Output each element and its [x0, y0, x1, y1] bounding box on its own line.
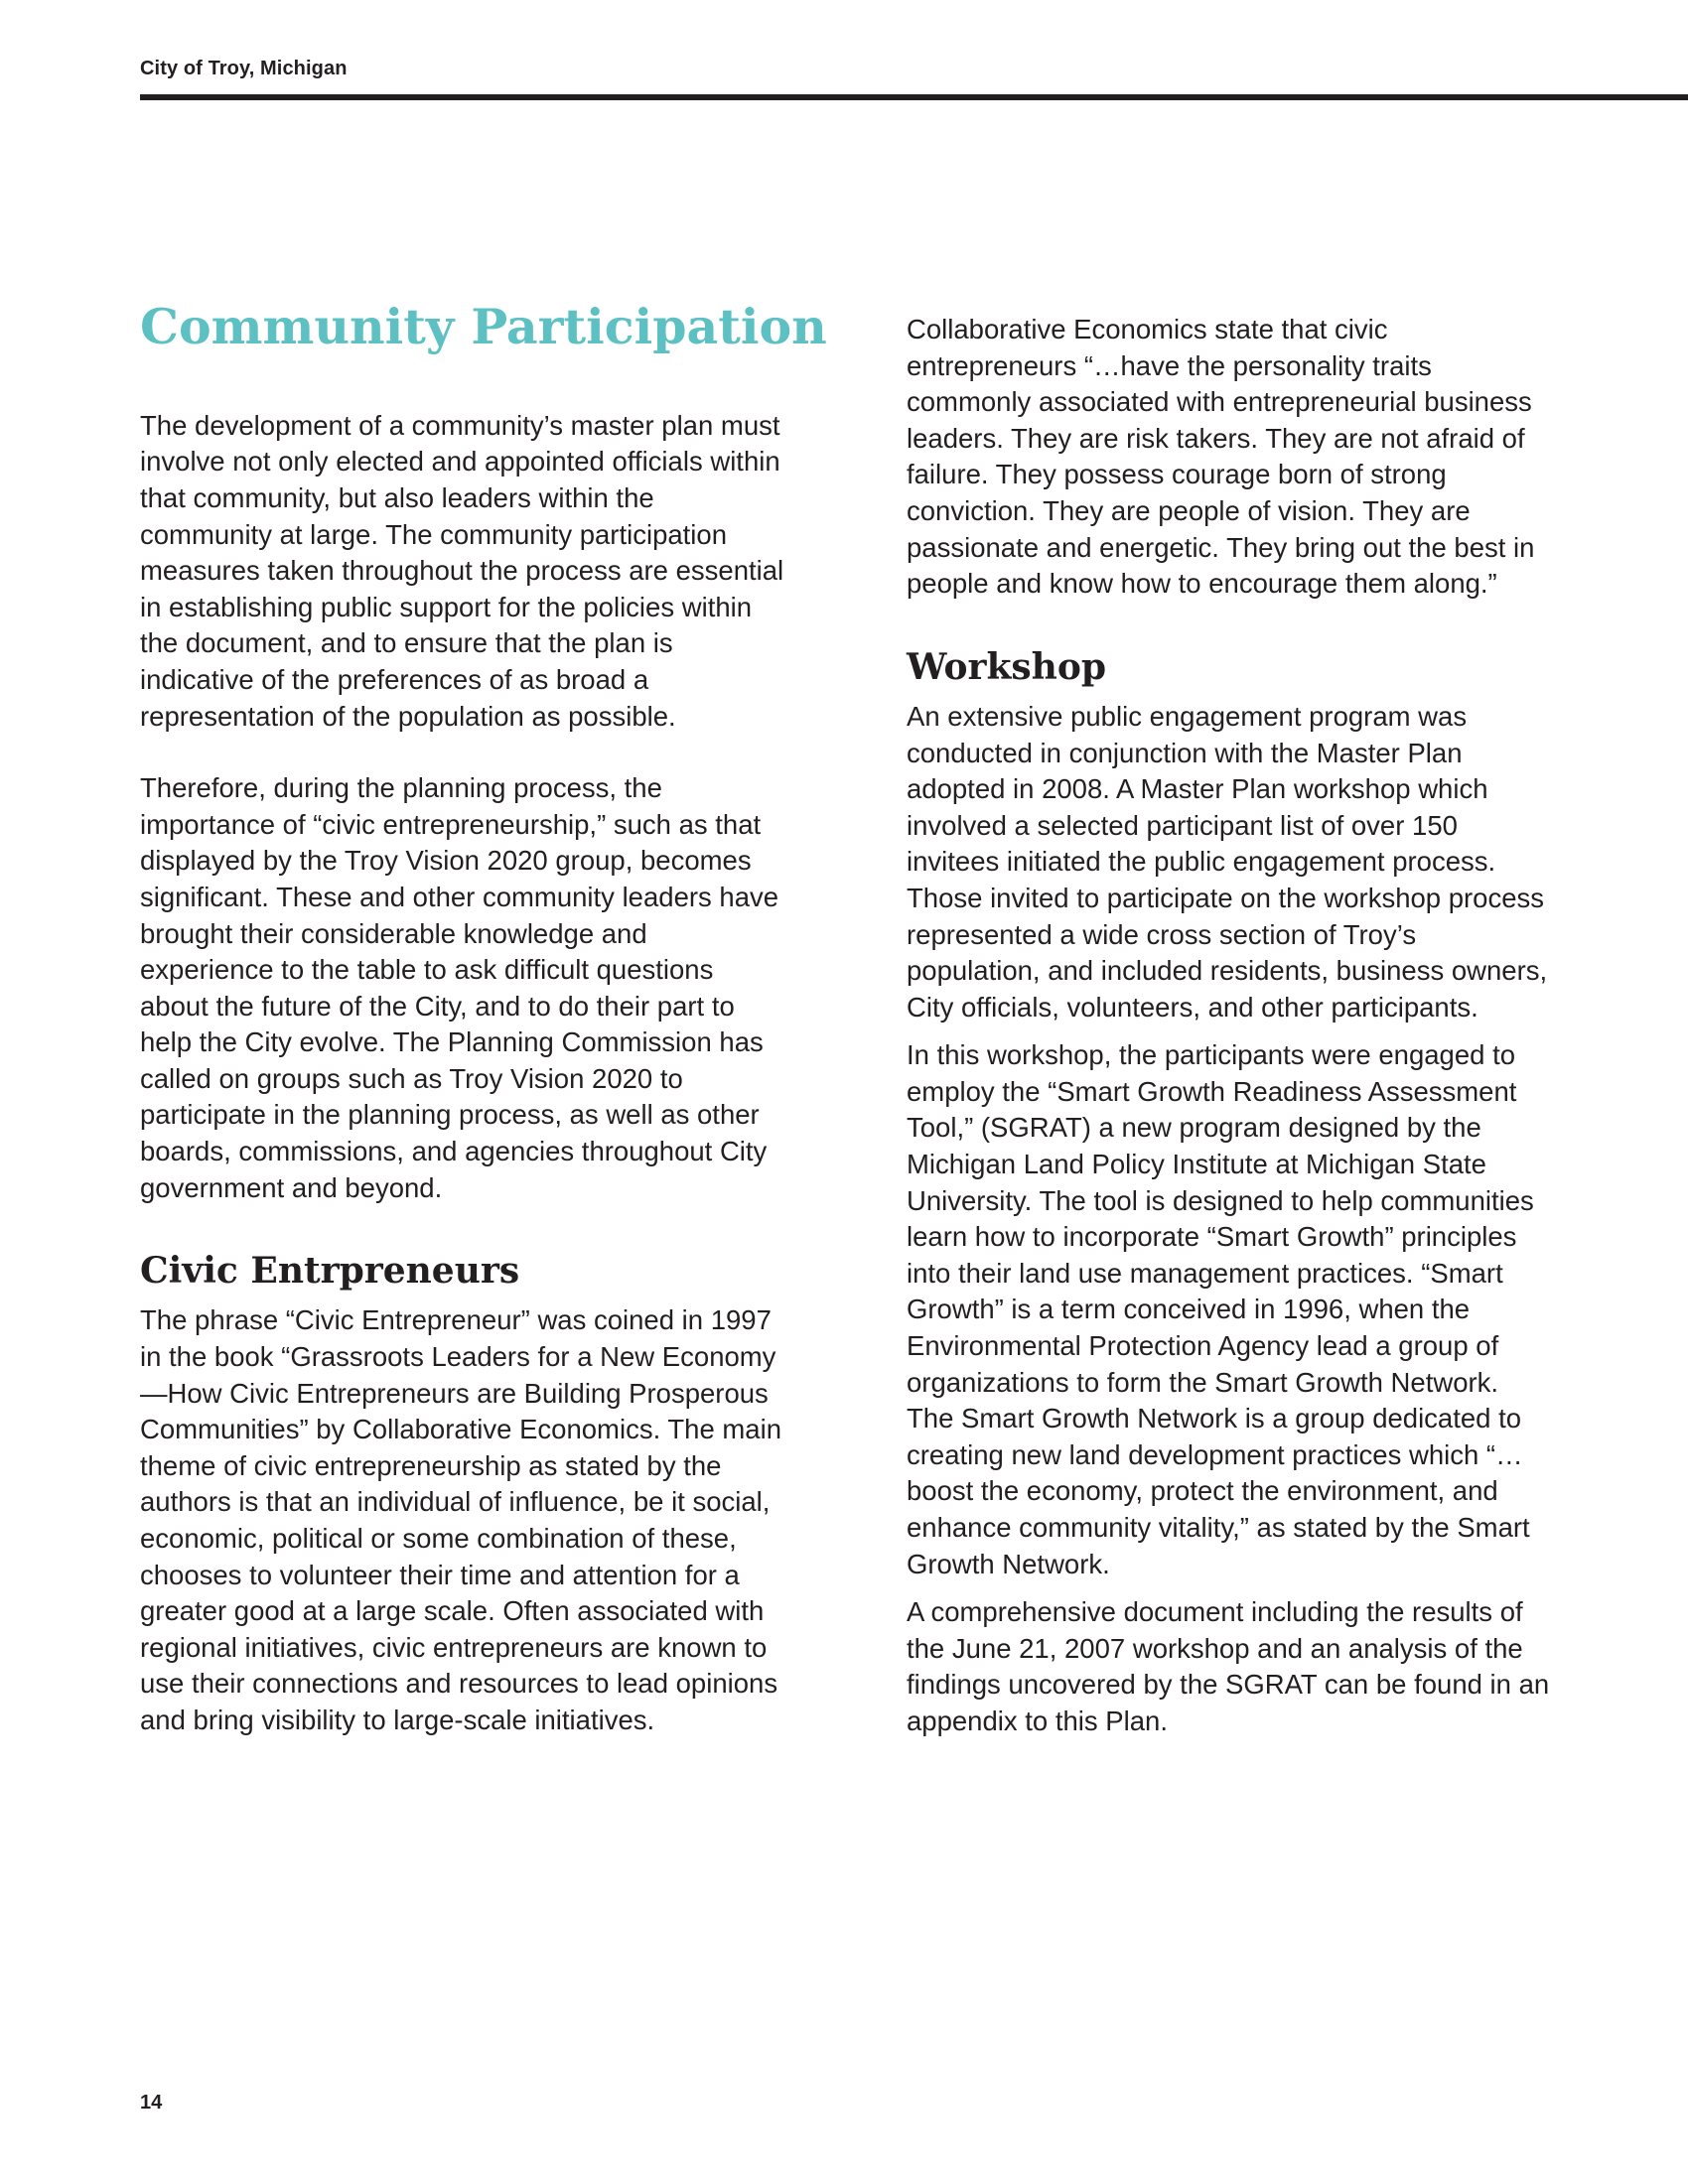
page-title: Community Participation: [140, 298, 827, 355]
running-header: City of Troy, Michigan: [140, 58, 348, 79]
intro-paragraph: The development of a community’s master plan must involve not only elected and appointed officials within that community, but also leaders within the community at large. The community participation measures taken throughout the process are essential in establishing public support for the policies within the document, and to ensure that the plan is indicative of the preferences of as broad a representation of the population as possible.: [140, 409, 784, 732]
civic-entrepreneurs-heading: Civic Entrpreneurs: [140, 1250, 520, 1293]
left-column: [140, 298, 827, 1739]
right-column: [907, 312, 1552, 1740]
civic-entrepreneurs-paragraph: The phrase “Civic Entrepreneur” was coined in 1997 in the book “Grassroots Leaders for a New Economy—How Civic Entrepreneurs are Building Prosperous Communities” by Collaborative Economics. The main theme of civic entrepreneurship as stated by the authors is that an individual of influence, be it social, economic, political or some combination of these, chooses to volunteer their time and attention for a greater good at a large scale. Often associated with regional initiatives, civic entrepreneurs are known to use their connections and resources to lead opinions and bring visibility to large-scale initiatives.: [140, 1304, 781, 1735]
workshop-paragraph-1: An extensive public engagement program was conducted in conjunction with the Master Plan adopted in 2008. A Master Plan workshop which involved a selected participant list of over 150 invitees initiated the public engagement process. Those invited to participate on the workshop process represented a wide cross section of Troy’s population, and included residents, business owners, City officials, volunteers, and other participants.: [907, 700, 1548, 1023]
header-divider: [140, 94, 1688, 100]
civic-entrepreneurship-paragraph: Therefore, during the planning process, the importance of “civic entrepreneurship,” such as that displayed by the Troy Vision 2020 group, becomes significant. These and other community leaders have brought their considerable knowledge and experience to the table to ask difficult questions about the future of the City, and to do their part to help the City evolve. The Planning Commission has called on groups such as Troy Vision 2020 to participate in the planning process, as well as other boards, commissions, and agencies throughout City government and beyond.: [140, 772, 779, 1203]
page-number: 14: [140, 2092, 163, 2114]
quote-paragraph: Collaborative Economics state that civic entrepreneurs “…have the personality traits commonly associated with entrepreneurial business leaders. They are risk takers. They are not afraid of failure. They possess courage born of strong conviction. They are people of vision. They are passionate and energetic. They bring out the best in people and know how to encourage them along.”: [907, 314, 1535, 600]
workshop-paragraph-2: In this workshop, the participants were engaged to employ the “Smart Growth Readiness Assessment Tool,” (SGRAT) a new program designed by the Michigan Land Policy Institute at Michigan State University. The tool is designed to help communities learn how to incorporate “Smart Growth” principles into their land use management practices. “Smart Growth” is a term conceived in 1996, when the Environmental Protection Agency lead a group of organizations to form the Smart Growth Network. The Smart Growth Network is a group dedicated to creating new land development practices which “…boost the economy, protect the environment, and enhance community vitality,” as stated by the Smart Growth Network.: [907, 1039, 1534, 1579]
workshop-paragraph-3: A comprehensive document including the results of the June 21, 2007 workshop and an analysis of the findings uncovered by the SGRAT can be found in an appendix to this Plan.: [907, 1596, 1550, 1736]
workshop-heading: Workshop: [907, 645, 1107, 688]
